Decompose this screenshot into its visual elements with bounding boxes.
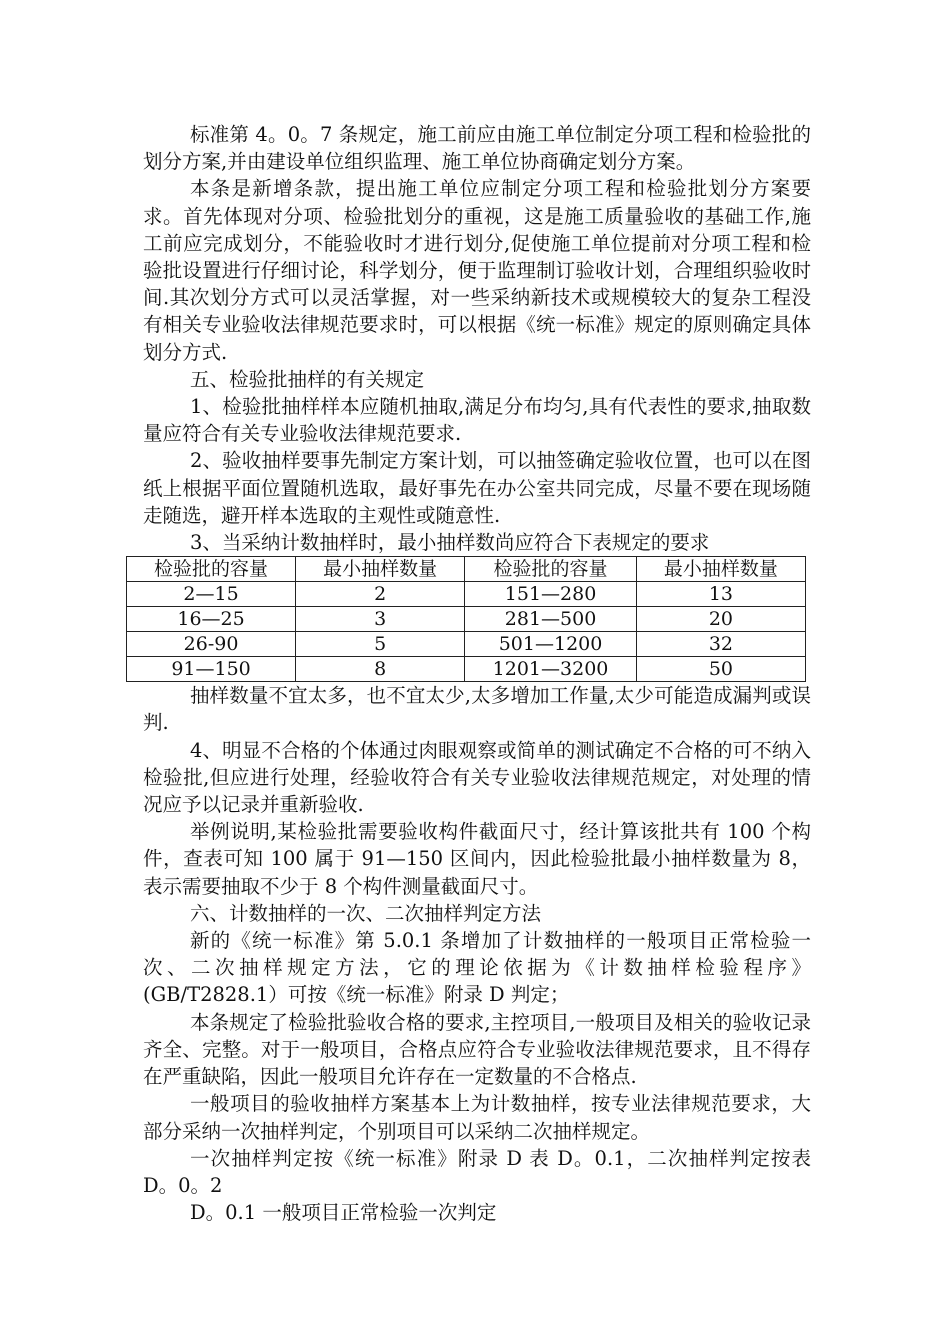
paragraph: 抽样数量不宜太多，也不宜太少,太多增加工作量,太少可能造成漏判或误判. xyxy=(143,684,811,735)
table-cell: 1201—3200 xyxy=(465,657,637,682)
table-row xyxy=(127,657,806,682)
paragraph: 4、明显不合格的个体通过肉眼观察或简单的测试确定不合格的可不纳入检验批,但应进行处理，经验收符合有关专业验收法律规范规定，对处理的情况应予以记录并重新验收. xyxy=(143,738,811,817)
paragraph: 2、验收抽样要事先制定方案计划，可以抽签确定验收位置，也可以在图纸上根据平面位置随机选取，最好事先在办公室共同完成，尽量不要在现场随走随选，避开样本选取的主观性或随意性. xyxy=(143,449,811,527)
paragraph: 新的《统一标准》第 5.0.1 条增加了计数抽样的一般项目正常检验一次、二次抽样规定方法，它的理论依据为《计数抽样检验程序》(GB/T2828.1）可按《统一标准》附录 D 判定； xyxy=(143,929,811,1007)
table-header-row xyxy=(127,557,806,582)
table-cell: 8 xyxy=(296,657,465,682)
table-row xyxy=(127,607,806,632)
paragraph: 一次抽样判定按《统一标准》附录 D 表 D。0.1，二次抽样判定按表 D。0。2 xyxy=(143,1146,811,1197)
table-cell: 2—15 xyxy=(127,582,296,607)
sampling-table xyxy=(126,556,806,682)
table-cell: 50 xyxy=(636,657,805,682)
paragraph: 本条规定了检验批验收合格的要求,主控项目,一般项目及相关的验收记录齐全、完整。对于一般项目，合格点应符合专业验收法律规范要求，且不得存在严重缺陷，因此一般项目允许存在一定数量的不合格点. xyxy=(143,1010,811,1089)
document-body xyxy=(143,121,811,1226)
paragraph: 举例说明,某检验批需要验收构件截面尺寸，经计算该批共有 100 个构件，查表可知 100 属于 91—150 区间内，因此检验批最小抽样数量为 8，表示需要抽取不少于 8 个构件测量截面尺寸。 xyxy=(143,820,811,898)
table-caption: D。0.1 一般项目正常检验一次判定 xyxy=(190,1201,497,1225)
table-cell: 26-90 xyxy=(127,632,296,657)
table-cell: 151—280 xyxy=(465,582,637,607)
table-header-cell: 检验批的容量 xyxy=(465,557,637,582)
table-cell: 501—1200 xyxy=(465,632,637,657)
table-cell: 16—25 xyxy=(127,607,296,632)
table-cell: 3 xyxy=(296,607,465,632)
paragraph: 1、检验批抽样样本应随机抽取,满足分布均匀,具有代表性的要求,抽取数量应符合有关专业验收法律规范要求. xyxy=(143,395,811,446)
table-cell: 5 xyxy=(296,632,465,657)
table-cell: 91—150 xyxy=(127,657,296,682)
paragraph: 一般项目的验收抽样方案基本上为计数抽样，按专业法律规范要求，大部分采纳一次抽样判定，个别项目可以采纳二次抽样规定。 xyxy=(143,1092,811,1143)
table-cell: 2 xyxy=(296,582,465,607)
paragraph: 标准第 4。0。7 条规定，施工前应由施工单位制定分项工程和检验批的划分方案,并由建设单位组织监理、施工单位协商确定划分方案。 xyxy=(143,123,811,174)
table-cell: 32 xyxy=(636,632,805,657)
table-cell: 20 xyxy=(636,607,805,632)
paragraph: 3、当采纳计数抽样时，最小抽样数尚应符合下表规定的要求 xyxy=(190,531,710,555)
paragraph: 本条是新增条款，提出施工单位应制定分项工程和检验批划分方案要求。首先体现对分项、检验批划分的重视，这是施工质量验收的基础工作,施工前应完成划分，不能验收时才进行划分,促使施工单位提前对分项工程和检验批设置进行仔细讨论，科学划分，便于监理制订验收计划，合理组织验收时间.其次划分方式可以灵活掌握，对一些采纳新技术或规模较大的复杂工程没有相关专业验收法律规范要求时，可以根据《统一标准》规定的原则确定具体划分方式. xyxy=(143,177,811,364)
section-heading: 六、计数抽样的一次、二次抽样判定方法 xyxy=(190,901,542,925)
table-row xyxy=(127,582,806,607)
table-cell: 13 xyxy=(636,582,805,607)
section-heading: 五、检验批抽样的有关规定 xyxy=(190,367,425,391)
table-header-cell: 检验批的容量 xyxy=(127,557,296,582)
table-header-cell: 最小抽样数量 xyxy=(296,557,465,582)
table-header-cell: 最小抽样数量 xyxy=(636,557,805,582)
table-cell: 281—500 xyxy=(465,607,637,632)
table-row xyxy=(127,632,806,657)
